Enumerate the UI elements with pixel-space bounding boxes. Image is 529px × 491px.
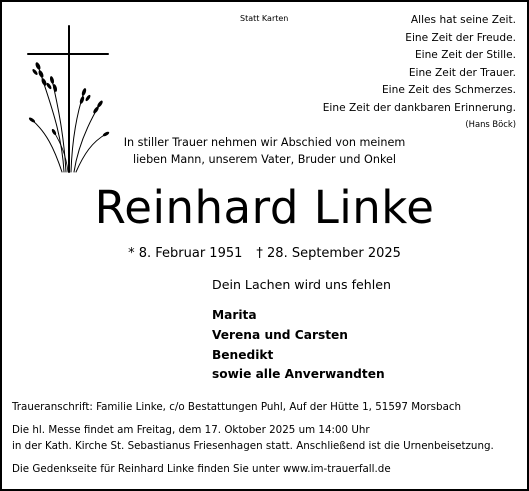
poem-line: Eine Zeit der Freude. xyxy=(405,31,516,44)
mourner-name: Marita xyxy=(212,308,257,322)
intro-line: lieben Mann, unserem Vater, Bruder und Onkel xyxy=(132,153,397,166)
message-text: Dein Lachen wird uns fehlen xyxy=(212,277,391,292)
mass-line: in der Kath. Kirche St. Sebastianus Friesenhagen statt. Anschließend ist die Urnenbeisetzung. xyxy=(12,439,494,452)
mourner-name: Benedikt xyxy=(212,347,274,362)
mourners-list xyxy=(212,306,385,385)
poem xyxy=(323,12,516,130)
funeral-mass-info xyxy=(12,423,494,454)
life-dates xyxy=(2,246,527,261)
poem-line: Eine Zeit des Schmerzes. xyxy=(381,84,516,97)
poem-line: Eine Zeit der dankbaren Erinnerung. xyxy=(322,101,516,114)
deceased-name: Reinhard Linke xyxy=(94,181,435,234)
mourner-name: sowie alle Anverwandten xyxy=(212,367,385,382)
death-date: † 28. September 2025 xyxy=(256,246,401,261)
mourner-name: Verena und Carsten xyxy=(212,327,348,342)
poem-line: Eine Zeit der Trauer. xyxy=(408,66,516,79)
intro-line: In stiller Trauer nehmen wir Abschied von meinem xyxy=(123,136,406,149)
poem-line: Eine Zeit der Stille. xyxy=(414,49,516,62)
poem-line: Alles hat seine Zeit. xyxy=(410,14,516,26)
intro-text xyxy=(2,134,527,168)
poem-source: (Hans Böck) xyxy=(465,118,516,129)
statt-karten-label: Statt Karten xyxy=(240,14,289,23)
mourning-address: Traueranschrift: Familie Linke, c/o Bestattungen Puhl, Auf der Hütte 1, 51597 Morsbach xyxy=(12,401,462,413)
mass-line: Die hl. Messe findet am Freitag, dem 17. Oktober 2025 um 14:00 Uhr xyxy=(12,424,370,436)
birth-date: * 8. Februar 1951 xyxy=(128,246,243,261)
memorial-page-info: Die Gedenkseite für Reinhard Linke finden Sie unter www.im-trauerfall.de xyxy=(12,463,391,475)
